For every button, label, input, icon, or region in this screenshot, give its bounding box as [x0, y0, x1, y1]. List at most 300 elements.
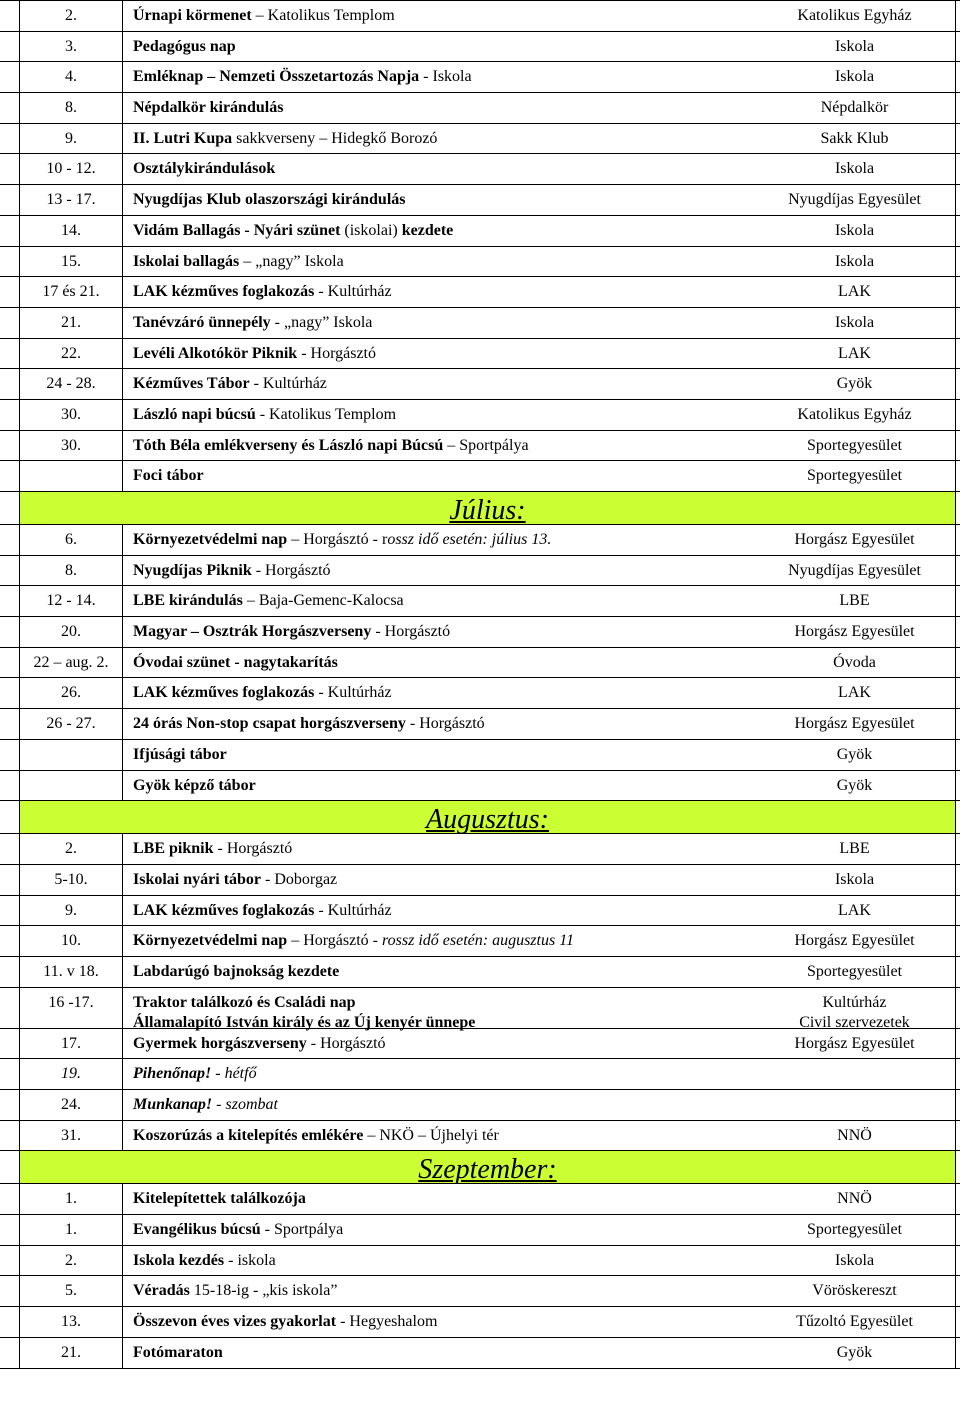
organizer-cell — [754, 617, 956, 647]
event-text-part: Foci tábor — [133, 467, 204, 485]
event-text-part: Magyar – Osztrák Horgászverseny — [133, 623, 372, 641]
table-row — [0, 677, 960, 709]
date-cell — [19, 771, 123, 801]
organizer-cell — [754, 988, 956, 1031]
date-cell — [19, 1090, 123, 1120]
event-title — [133, 159, 275, 179]
event-organizer: Sportegyesület — [806, 1221, 903, 1239]
event-organizer: Iskola — [834, 221, 875, 239]
organizer-cell — [754, 1, 956, 31]
event-text-part: Pihenőnap! — [133, 1065, 212, 1083]
table-row — [0, 1058, 960, 1090]
date-cell — [19, 1029, 123, 1059]
organizer-cell — [754, 1184, 956, 1214]
date-cell — [19, 1184, 123, 1214]
table-row — [0, 61, 960, 93]
event-title — [133, 1189, 306, 1209]
event-title — [133, 931, 574, 951]
organizer-cell — [754, 1338, 956, 1368]
table-row — [0, 92, 960, 124]
event-cell — [123, 62, 754, 92]
event-date: 10. — [61, 932, 81, 950]
event-date: 4. — [65, 68, 77, 86]
event-text-part: Iskola kezdés — [133, 1251, 225, 1269]
table-row — [0, 430, 960, 462]
organizer-cell — [754, 1276, 956, 1306]
date-cell — [19, 216, 123, 246]
table-row — [0, 1028, 960, 1060]
date-cell — [19, 369, 123, 399]
table-row — [0, 925, 960, 957]
date-cell — [19, 1246, 123, 1276]
organizer-cell — [754, 678, 956, 708]
date-cell — [19, 1059, 123, 1089]
organizer-cell — [754, 1215, 956, 1245]
event-title — [133, 622, 450, 642]
organizer-cell — [754, 308, 956, 338]
table-row — [0, 1337, 960, 1369]
event-title — [133, 901, 392, 921]
event-organizer: Nyugdíjas Egyesület — [788, 191, 921, 209]
event-cell — [123, 926, 754, 956]
table-row — [0, 399, 960, 431]
date-cell — [19, 617, 123, 647]
event-cell — [123, 400, 754, 430]
event-cell — [123, 1307, 754, 1337]
event-date: 2. — [65, 7, 77, 24]
event-cell — [123, 556, 754, 586]
month-header — [19, 491, 956, 525]
event-title — [133, 839, 292, 859]
event-text-part: Környezetvédelmi nap — [133, 932, 288, 950]
organizer-cell — [754, 525, 956, 555]
table-row — [0, 338, 960, 370]
event-cell — [123, 339, 754, 369]
event-title — [133, 962, 339, 982]
event-organizer: Horgász Egyesület — [794, 623, 915, 641]
date-cell — [19, 461, 123, 491]
event-cell — [123, 1121, 754, 1151]
event-date: 8. — [65, 99, 77, 117]
event-date: 1. — [65, 1190, 77, 1208]
table-row — [0, 647, 960, 679]
organizer-cell — [754, 32, 956, 62]
event-text-part: Labdarúgó bajnokság kezdete — [133, 962, 340, 980]
event-title — [133, 1251, 276, 1271]
organizer-cell — [754, 1059, 956, 1089]
event-organizer: Vöröskereszt — [812, 1282, 897, 1300]
event-title — [133, 1312, 437, 1332]
event-cell — [123, 1, 754, 31]
event-text-part: – Horgásztó - — [287, 932, 382, 950]
event-title — [133, 561, 331, 581]
date-cell — [19, 1307, 123, 1337]
event-cell — [123, 648, 754, 678]
event-text-part: - hétfő — [211, 1065, 257, 1083]
organizer-cell — [754, 185, 956, 215]
event-text-part: Tanévzáró ünnepély — [133, 313, 271, 331]
table-row — [0, 1120, 960, 1152]
event-organizer: Iskola — [834, 870, 875, 888]
organizer-line: Kultúrház — [822, 993, 887, 1011]
event-text-part: - Kultúrház — [314, 901, 392, 919]
table-row — [0, 956, 960, 988]
event-text-part: - Kultúrház — [314, 283, 392, 301]
date-cell — [19, 308, 123, 338]
event-date: 21. — [61, 1343, 81, 1361]
table-row — [0, 987, 960, 1029]
event-title — [133, 776, 256, 796]
event-title — [133, 714, 485, 734]
event-text-part: Kitelepítettek találkozója — [133, 1190, 306, 1208]
table-row — [0, 1245, 960, 1277]
event-title — [133, 344, 376, 364]
event-date: 24. — [61, 1096, 81, 1113]
date-cell — [19, 896, 123, 926]
table-row — [0, 215, 960, 247]
event-text-part: Véradás — [133, 1282, 190, 1300]
event-title — [133, 1126, 499, 1146]
event-text-part: LBE piknik — [133, 840, 214, 858]
month-header — [19, 800, 956, 834]
event-date: 22 – aug. 2. — [33, 653, 109, 671]
date-cell — [19, 277, 123, 307]
organizer-cell — [754, 431, 956, 461]
event-text-part: Traktor találkozó és Családi nap — [133, 993, 356, 1011]
event-cell — [123, 308, 754, 338]
table-row — [0, 276, 960, 308]
event-organizer: Iskola — [834, 252, 875, 270]
event-organizer: LBE — [839, 840, 870, 858]
table-row — [0, 460, 960, 492]
event-text-part: Iskolai ballagás — [133, 252, 240, 270]
event-cell — [123, 1276, 754, 1306]
event-organizer: Iskola — [834, 1251, 875, 1269]
event-organizer: Katolikus Egyház — [797, 405, 912, 423]
event-text-part: - iskola — [224, 1251, 276, 1269]
event-text-part: - Katolikus Templom — [255, 405, 397, 423]
event-text-part: Gyermek horgászverseny — [133, 1034, 307, 1052]
event-date: 31. — [61, 1126, 81, 1144]
table-row — [0, 708, 960, 740]
event-title — [133, 374, 327, 394]
event-text-part: Kézműves Tábor — [133, 375, 250, 393]
event-organizer: LAK — [838, 344, 871, 362]
event-title — [133, 190, 406, 210]
event-text-part: (iskolai) — [340, 221, 402, 239]
organizer-cell — [754, 93, 956, 123]
event-text-part: Tóth Béla emlékverseny és László napi Búcsú — [133, 436, 444, 454]
event-text-part: sakkverseny – Hidegkő Borozó — [232, 129, 438, 147]
table-row — [0, 307, 960, 339]
event-organizer: NNÖ — [837, 1190, 872, 1208]
event-cell — [123, 678, 754, 708]
event-text-part: rossz idő esetén: augusztus 11 — [382, 932, 574, 950]
organizer-cell — [754, 771, 956, 801]
event-date: 16 -17. — [48, 993, 94, 1011]
event-title — [133, 67, 472, 87]
event-text-part: – NKÖ – Újhelyi tér — [363, 1126, 499, 1144]
event-text-part: - Horgásztó — [306, 1034, 386, 1052]
date-cell — [19, 339, 123, 369]
event-text-part: Óvodai szünet - nagytakarítás — [133, 653, 338, 671]
event-text-part: Összevon éves vizes gyakorlat — [133, 1313, 337, 1331]
event-organizer: Gyök — [836, 776, 873, 794]
organizer-cell — [754, 740, 956, 770]
organizer-cell — [754, 62, 956, 92]
organizer-cell — [754, 865, 956, 895]
event-text-part: LAK kézműves foglakozás — [133, 901, 315, 919]
event-text-part: - Horgásztó — [297, 344, 376, 362]
event-title — [133, 683, 392, 703]
event-date: 17 és 21. — [42, 283, 100, 301]
date-cell — [19, 400, 123, 430]
event-cell — [123, 1090, 754, 1120]
event-text-part: – Sportpálya — [443, 436, 529, 454]
organizer-cell — [754, 1307, 956, 1337]
table-row — [0, 864, 960, 896]
event-organizer: Sportegyesület — [806, 962, 903, 980]
event-text-part: - Doborgaz — [261, 870, 338, 888]
organizer-cell — [754, 957, 956, 987]
event-organizer: Sportegyesület — [806, 436, 903, 454]
event-date: 8. — [65, 561, 77, 579]
date-cell — [19, 834, 123, 864]
organizer-cell — [754, 1246, 956, 1276]
date-cell — [19, 154, 123, 184]
event-text-part: - Kultúrház — [249, 375, 327, 393]
event-text-part: - Iskola — [419, 68, 472, 86]
table-row — [0, 368, 960, 400]
event-date: 1. — [65, 1221, 77, 1239]
event-text-part: Nyugdíjas Piknik — [133, 561, 252, 579]
event-text-part: LBE kirándulás — [133, 592, 243, 610]
event-organizer: Gyök — [836, 375, 873, 393]
event-organizer: Iskola — [834, 160, 875, 178]
event-title — [133, 1343, 223, 1363]
table-row — [0, 1183, 960, 1215]
event-organizer — [754, 993, 955, 1033]
event-title — [133, 653, 338, 673]
event-organizer: Nyugdíjas Egyesület — [788, 561, 921, 579]
event-text-part: Evangélikus búcsú — [133, 1221, 261, 1239]
event-cell — [123, 834, 754, 864]
organizer-cell — [754, 926, 956, 956]
event-text-part: Pedagógus nap — [133, 37, 236, 55]
event-text-part: Koszorúzás a kitelepítés emlékére — [133, 1126, 364, 1144]
event-text-part: Népdalkör kirándulás — [133, 99, 284, 117]
event-text-part: - Horgásztó — [213, 840, 293, 858]
month-title: Augusztus: — [426, 804, 549, 836]
event-organizer: Katolikus Egyház — [797, 7, 912, 24]
event-cell — [123, 896, 754, 926]
event-date: 26. — [61, 684, 81, 702]
organizer-line: Civil szervezetek — [799, 1013, 910, 1031]
table-row — [0, 555, 960, 587]
event-cell — [123, 185, 754, 215]
event-cell — [123, 1246, 754, 1276]
event-text-part: László napi búcsú — [133, 405, 256, 423]
event-date: 20. — [61, 623, 81, 641]
event-cell — [123, 957, 754, 987]
event-date: 6. — [65, 531, 77, 548]
table-row — [0, 1306, 960, 1338]
event-date: 30. — [61, 436, 81, 454]
event-text-part: 15-18-ig - „kis iskola” — [189, 1282, 338, 1300]
event-organizer: Sportegyesület — [806, 467, 903, 485]
event-organizer: Sakk Klub — [820, 129, 889, 147]
event-organizer: Tűzoltó Egyesület — [796, 1313, 913, 1331]
organizer-cell — [754, 709, 956, 739]
event-title — [133, 98, 283, 118]
organizer-cell — [754, 124, 956, 154]
event-text-part: Államalapító István király és az Új kenyér ünnepe — [133, 1013, 476, 1031]
event-date: 14. — [61, 221, 81, 239]
date-cell — [19, 525, 123, 555]
event-cell — [123, 461, 754, 491]
event-cell — [123, 431, 754, 461]
date-cell — [19, 709, 123, 739]
date-cell — [19, 1121, 123, 1151]
event-organizer: Gyök — [836, 1343, 873, 1361]
event-text-part: LAK kézműves foglakozás — [133, 283, 315, 301]
event-date: 10 - 12. — [46, 160, 96, 178]
event-date: 22. — [61, 344, 81, 362]
event-organizer: Gyök — [836, 745, 873, 763]
date-cell — [19, 247, 123, 277]
event-cell — [123, 247, 754, 277]
event-date: 13 - 17. — [46, 191, 96, 209]
event-text-part: – Katolikus Templom — [251, 7, 395, 24]
organizer-cell — [754, 648, 956, 678]
table-row — [0, 123, 960, 155]
date-cell — [19, 648, 123, 678]
table-row — [0, 833, 960, 865]
event-title — [133, 530, 551, 550]
date-cell — [19, 1338, 123, 1368]
event-date: 3. — [65, 37, 77, 55]
date-cell — [19, 740, 123, 770]
event-text-part: II. Lutri Kupa — [133, 129, 233, 147]
event-text-part: Iskolai nyári tábor — [133, 870, 262, 888]
event-text-part: Környezetvédelmi nap — [133, 531, 288, 548]
event-text-part: Ifjúsági tábor — [133, 745, 227, 763]
date-cell — [19, 93, 123, 123]
date-cell — [19, 556, 123, 586]
event-cell — [123, 93, 754, 123]
event-title — [133, 745, 227, 765]
event-title — [133, 466, 204, 486]
event-organizer: LAK — [838, 684, 871, 702]
event-title — [133, 993, 475, 1033]
month-title: Július: — [449, 495, 526, 526]
organizer-cell — [754, 461, 956, 491]
date-cell — [19, 1, 123, 31]
organizer-cell — [754, 1090, 956, 1120]
event-date: 2. — [65, 840, 77, 858]
date-cell — [19, 1215, 123, 1245]
organizer-cell — [754, 277, 956, 307]
date-cell — [19, 988, 123, 1028]
event-cell — [123, 1029, 754, 1059]
event-organizer: Iskola — [834, 37, 875, 55]
table-row — [0, 585, 960, 617]
organizer-cell — [754, 834, 956, 864]
table-row — [0, 31, 960, 63]
table-row — [0, 739, 960, 771]
date-cell — [19, 185, 123, 215]
date-cell — [19, 1276, 123, 1306]
event-date: 17. — [61, 1034, 81, 1052]
event-organizer: LBE — [839, 592, 870, 610]
event-text-part: - Hegyeshalom — [336, 1313, 438, 1331]
event-organizer: Horgász Egyesület — [794, 1034, 915, 1052]
event-title — [133, 6, 395, 26]
event-text-part: LAK kézműves foglakozás — [133, 684, 315, 702]
event-title — [133, 591, 404, 611]
event-organizer: Iskola — [834, 68, 875, 86]
event-cell — [123, 525, 754, 555]
event-cell — [123, 154, 754, 184]
organizer-cell — [754, 216, 956, 246]
table-row — [0, 1089, 960, 1121]
event-organizer: LAK — [838, 901, 871, 919]
event-title — [133, 282, 392, 302]
event-cell — [123, 1215, 754, 1245]
organizer-cell — [754, 400, 956, 430]
event-text-part: – „nagy” Iskola — [239, 252, 344, 270]
event-text-part: Munkanap! — [133, 1096, 213, 1113]
event-organizer: Horgász Egyesület — [794, 531, 915, 548]
event-text-part: - Kultúrház — [314, 684, 392, 702]
event-text-part: – Horgásztó - r — [287, 531, 388, 548]
event-cell — [123, 1184, 754, 1214]
event-organizer: LAK — [838, 283, 871, 301]
event-cell — [123, 216, 754, 246]
month-title: Szeptember: — [418, 1154, 557, 1186]
event-date: 19. — [61, 1065, 81, 1083]
event-text-part: Fotómaraton — [133, 1343, 223, 1361]
event-text-part: Osztálykirándulások — [133, 160, 276, 178]
table-row — [0, 153, 960, 185]
event-text-part: - Horgásztó — [371, 623, 451, 641]
month-header — [19, 1150, 956, 1184]
event-date: 13. — [61, 1313, 81, 1331]
organizer-cell — [754, 247, 956, 277]
table-row — [0, 770, 960, 802]
event-text-part: Gyök képző tábor — [133, 776, 256, 794]
organizer-cell — [754, 339, 956, 369]
event-date: 12 - 14. — [46, 592, 96, 610]
event-text-part: - szombat — [212, 1096, 278, 1113]
table-row — [0, 616, 960, 648]
event-organizer: Horgász Egyesület — [794, 715, 915, 733]
organizer-cell — [754, 154, 956, 184]
date-cell — [19, 32, 123, 62]
organizer-cell — [754, 556, 956, 586]
event-text-part: kezdete — [401, 221, 454, 239]
event-title — [133, 1220, 343, 1240]
event-title — [133, 1064, 257, 1084]
event-organizer: Óvoda — [833, 653, 876, 671]
event-title — [133, 1281, 337, 1301]
event-cell — [123, 277, 754, 307]
table-row — [0, 184, 960, 216]
event-date: 9. — [65, 129, 77, 147]
date-cell — [19, 678, 123, 708]
event-cell — [123, 988, 754, 1031]
event-title — [133, 221, 453, 241]
